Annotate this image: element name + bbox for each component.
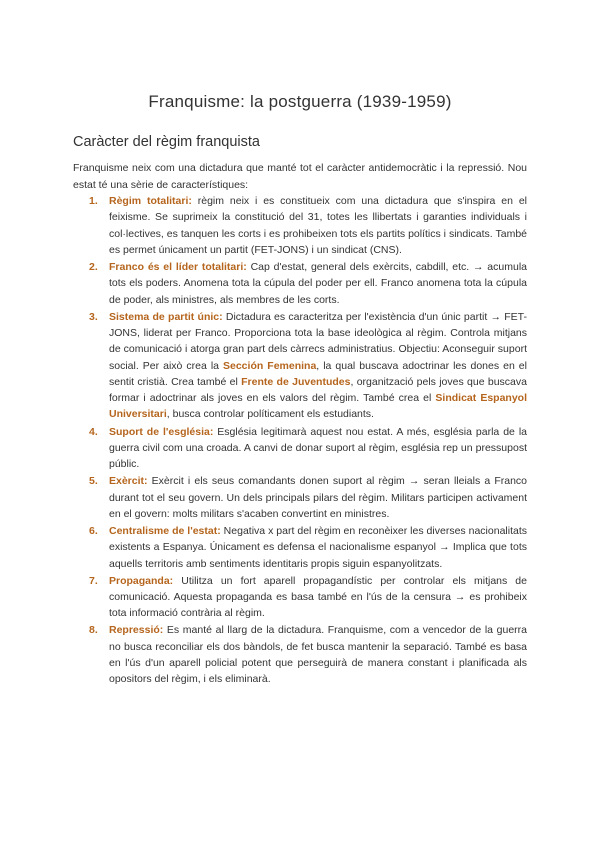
item-text: Utilitza un fort aparell propagandístic per controlar els mitjans de comunicació. Aquesta propaganda es basa també en l'ús de la censura → es prohibeix tota informació contrària al règim. (109, 574, 527, 620)
list-number: 5. (89, 475, 98, 488)
list-number: 3. (89, 310, 98, 323)
list-item (73, 424, 527, 473)
list-item (73, 622, 527, 687)
list-item (73, 309, 527, 423)
item-text: Església legitimarà aquest nou estat. A més, església parla de la guerra civil com una croada. A canvi de donar suport al règim, església rep un pressupost públic. (109, 425, 528, 471)
item-text: Negativa x part del règim en reconèixer les diverses nacionalitats existents a Espanya. Únicament es defensa el nacionalisme espanyol → Implica que tots aquells territoris amb sentiments identitaris propis siguin espanyolitzats. (109, 524, 527, 570)
item-term: Exèrcit: (109, 475, 148, 488)
section-heading: Caràcter del règim franquista (73, 134, 260, 150)
item-term: Sistema de partit únic: (109, 310, 223, 323)
item-text: Dictadura es caracteritza per l'existència d'un únic partit → FET-JONS, liderat per Franco. Proporciona tota la base ideològica al règim. Controla mitjans de comunicació i atorga gran part dels càrrecs administratius. Objectiu: Aconseguir suport social. Per això crea la (109, 310, 527, 372)
highlight-frente-juventudes: Frente de Juventudes (241, 375, 351, 388)
list-item (73, 259, 527, 308)
list-item (73, 193, 527, 258)
item-text: , organització pels joves que buscava formar i adoctrinar als joves en els valors del règim. També crea el (109, 375, 527, 405)
item-text: , la qual buscava adoctrinar les dones en el sentit cristià. Crea també el (109, 359, 527, 388)
highlight-seccion-femenina: Sección Femenina (223, 359, 317, 372)
item-text: Es manté al llarg de la dictadura. Franquisme, com a vencedor de la guerra no busca reconciliar els dos bàndols, de fet busca mantenir la separació. També es basa en l'ús d'un aparell policial potent que perseguirà de manera constant i planificada als opositors del règim, i els eliminarà. (109, 624, 527, 686)
item-term: Repressió: (109, 624, 164, 637)
item-term: Propaganda: (109, 574, 174, 587)
list-item (73, 473, 527, 522)
list-number: 6. (89, 524, 98, 537)
item-term: Règim totalitari: (109, 195, 192, 207)
intro-paragraph: Franquisme neix com una dictadura que manté tot el caràcter antidemocràtic i la repressió. Nou estat té una sèrie de característiques: (73, 162, 527, 191)
item-text: Cap d'estat, general dels exèrcits, cabdill, etc. → acumula tots els poders. Anomena tota la cúpula del poder per ell. Franco anomena tota la cúpula de poder, als ministres, als membres de les corts. (109, 260, 527, 306)
item-text: Exèrcit i els seus comandants donen suport al règim → seran lleials a Franco durant tot el seu govern. Un dels principals pilars del règim. Militars participen activament en el govern: molts militars s'acaben convertint en ministres. (109, 475, 527, 520)
list-number: 1. (89, 195, 98, 207)
list-number: 4. (89, 425, 98, 438)
highlight-sindicat-universitari: Sindicat Espanyol Universitari (109, 392, 527, 421)
list-item (73, 523, 527, 572)
list-item (73, 573, 527, 622)
characteristics-list (73, 193, 527, 688)
item-term: Franco és el líder totalitari: (109, 260, 247, 273)
item-text: règim neix i es constitueix com una dictadura que s'inspira en el feixisme. Se suprimeix la constitució del 31, totes les llibertats i garanties individuals i col·lectives, es tanquen les corts i es prohibeixen tots els partits polítics i sindicats. També es permet únicament un partit (FET-JONS) i un sindicat (CNS). (109, 195, 527, 256)
document-title: Franquisme: la postguerra (1939-1959) (148, 92, 452, 111)
list-number: 7. (89, 574, 98, 587)
item-term: Suport de l'església: (109, 425, 214, 438)
item-text: , busca controlar políticament els estudiants. (166, 408, 374, 421)
list-number: 2. (89, 260, 98, 273)
list-number: 8. (89, 624, 98, 637)
item-term: Centralisme de l'estat: (109, 524, 221, 537)
